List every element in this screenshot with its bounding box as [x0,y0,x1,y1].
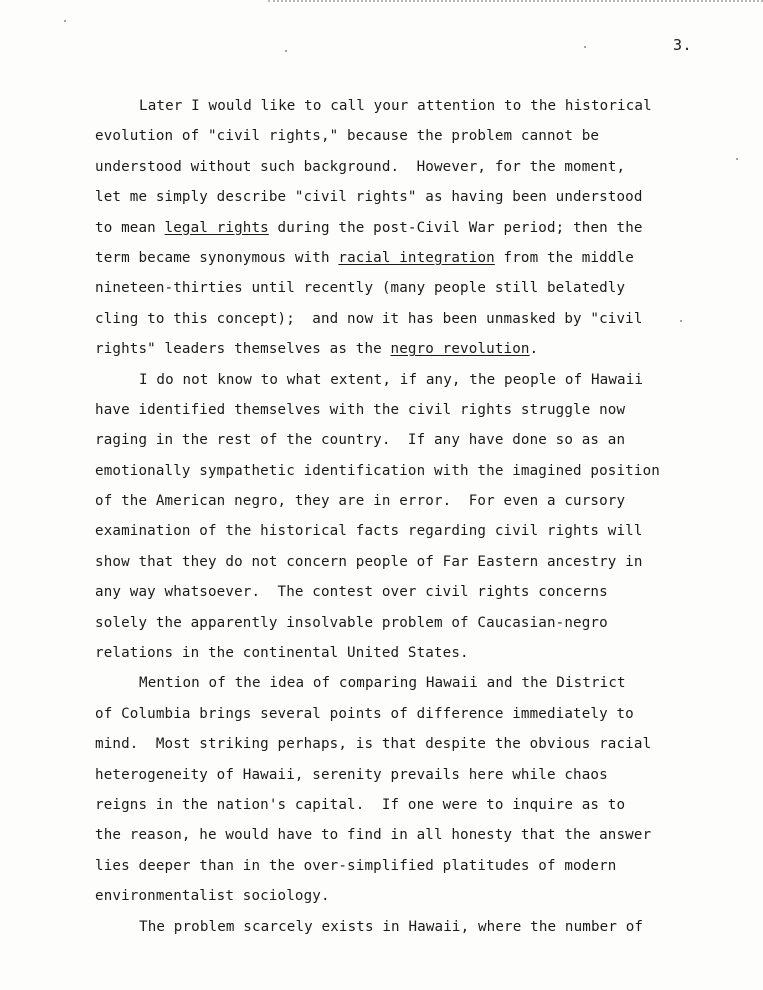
text-line: reigns in the nation's capital. If one were to inquire as to [95,796,626,813]
text-line: cling to this concept); and now it has been unmasked by "civil [95,310,643,327]
scan-speck [584,46,586,48]
text-line: the reason, he would have to find in all honesty that the answer [95,827,652,844]
text-line: heterogeneity of Hawaii, serenity prevails here while chaos [95,766,608,783]
text-line [95,248,695,278]
text-line: of the American negro, they are in error. For even a cursory [95,493,626,510]
underlined-term-negro-revolution: negro revolution [390,341,530,358]
text-line: Later I would like to call your attention to the historical [139,98,652,114]
scan-speck [736,158,738,160]
text-line: The problem scarcely exists in Hawaii, where the number of [139,918,644,935]
text-segment: to mean [95,219,165,236]
top-edge-dotted-border [268,0,763,5]
text-line: environmentalist sociology. [95,888,330,905]
text-segment: during the post-Civil War period; then the [268,219,643,236]
text-line: evolution of "civil rights," because the problem cannot be [95,128,600,145]
text-line: let me simply describe "civil rights" as having been understood [95,189,643,206]
text-line: solely the apparently insolvable problem of Caucasian-negro [95,614,608,631]
underlined-term-racial-integration: racial integration [338,249,495,266]
underlined-term-legal-rights: legal rights [164,219,269,236]
page-number: 3. [673,36,693,54]
text-segment: from the middle [494,249,634,266]
text-line: examination of the historical facts regarding civil rights will [95,523,643,540]
text-line: lies deeper than in the over-simplified platitudes of modern [95,857,617,874]
text-line: nineteen-thirties until recently (many people still belatedly [95,280,626,297]
body-text [95,96,695,947]
text-line: show that they do not concern people of Far Eastern ancestry in [95,553,643,570]
text-line: mind. Most striking perhaps, is that despite the obvious racial [95,736,652,753]
scan-speck [64,20,66,22]
text-line: I do not know to what extent, if any, the people of Hawaii [139,371,644,388]
text-line: have identified themselves with the civil rights struggle now [95,401,626,418]
text-line [95,218,695,248]
text-line: raging in the rest of the country. If any have done so as an [95,432,626,449]
text-line: emotionally sympathetic identification with the imagined position [95,462,660,479]
text-line: understood without such background. However, for the moment, [95,158,626,175]
text-line [95,339,695,369]
text-segment: . [529,341,539,358]
text-line: any way whatsoever. The contest over civil rights concerns [95,584,608,601]
text-segment: term became synonymous with [95,249,339,266]
text-segment: rights" leaders themselves as the [95,341,391,358]
text-line: relations in the continental United States. [95,645,469,662]
scan-speck [285,50,287,52]
text-line: Mention of the idea of comparing Hawaii and the District [139,675,626,692]
text-line: of Columbia brings several points of difference immediately to [95,705,634,722]
scan-speck [680,320,682,322]
